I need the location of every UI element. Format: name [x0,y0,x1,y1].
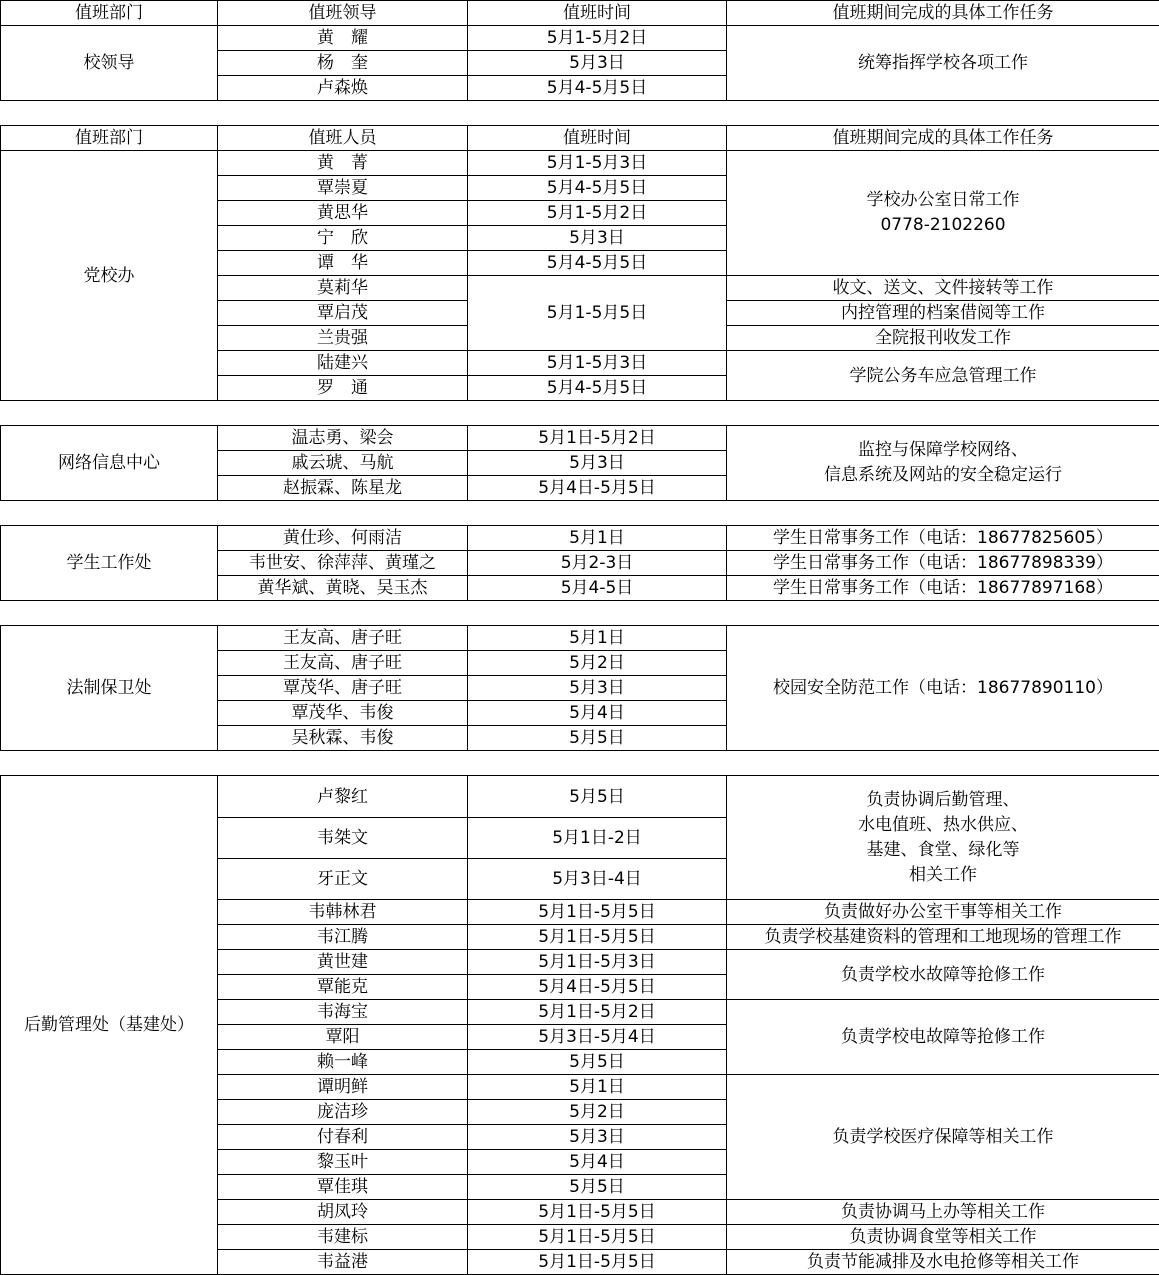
time-cell: 5月4日 [468,701,727,726]
name-cell: 黄 耀 [218,26,468,51]
table-row [1,626,1159,651]
header-dept: 值班部门 [1,126,218,151]
name-cell: 卢黎红 [218,776,468,818]
time-cell: 5月1日-5月5日 [468,1250,727,1275]
task-cell: 学院公务车应急管理工作 [727,351,1159,401]
time-cell: 5月4-5月5日 [468,251,727,276]
name-cell: 庞洁珍 [218,1100,468,1125]
name-cell: 莫莉华 [218,276,468,301]
name-cell: 黎玉叶 [218,1150,468,1175]
name-cell: 宁 欣 [218,226,468,251]
task-cell: 收文、送文、文件接转等工作 [727,276,1159,301]
time-cell: 5月3日 [468,226,727,251]
time-cell: 5月3日-4日 [468,859,727,900]
task-line: 水电值班、热水供应、 [727,813,1159,838]
name-cell: 韦建标 [218,1225,468,1250]
time-cell: 5月1-5月3日 [468,351,727,376]
name-cell: 付春利 [218,1125,468,1150]
header-staff: 值班人员 [218,126,468,151]
logistics-table [0,775,1159,1275]
network-table [0,425,1159,501]
header-leader: 值班领导 [218,1,468,26]
time-cell: 5月4日-5月5日 [468,476,727,501]
security-table [0,625,1159,751]
time-cell: 5月1-5月3日 [468,151,727,176]
name-cell: 覃启茂 [218,301,468,326]
header-dept: 值班部门 [1,1,218,26]
time-cell: 5月1日-5月2日 [468,1000,727,1025]
task-line: 负责协调后勤管理、 [727,788,1159,813]
name-cell: 兰贵强 [218,326,468,351]
header-task: 值班期间完成的具体工作任务 [727,1,1159,26]
name-cell: 温志勇、梁会 [218,426,468,451]
task-cell: 负责学校电故障等抢修工作 [727,1000,1159,1075]
name-cell: 牙正文 [218,859,468,900]
task-line: 相关工作 [727,863,1159,888]
name-cell: 赖一峰 [218,1050,468,1075]
time-cell: 5月1-5月2日 [468,201,727,226]
time-cell: 5月5日 [468,1050,727,1075]
dept-cell: 学生工作处 [1,526,218,601]
time-cell: 5月2-3日 [468,551,727,576]
name-cell: 吴秋霖、韦俊 [218,726,468,751]
name-cell: 覃茂华、唐子旺 [218,676,468,701]
time-cell: 5月1日-2日 [468,818,727,859]
name-cell: 韦桀文 [218,818,468,859]
dept-cell: 网络信息中心 [1,426,218,501]
time-cell: 5月1日-5月5日 [468,1225,727,1250]
name-cell: 谭 华 [218,251,468,276]
name-cell: 覃能克 [218,975,468,1000]
time-cell: 5月1-5月5日 [468,276,727,351]
time-cell: 5月4-5月5日 [468,76,727,101]
task-cell: 校园安全防范工作（电话：18677890110） [727,626,1159,751]
time-cell: 5月1日-5月5日 [468,900,727,925]
task-cell [727,776,1159,900]
task-cell: 全院报刊收发工作 [727,326,1159,351]
party-office-table [0,125,1159,401]
name-cell: 黄 菁 [218,151,468,176]
task-cell: 负责做好办公室干事等相关工作 [727,900,1159,925]
table-header-row [1,126,1159,151]
name-cell: 卢森焕 [218,76,468,101]
time-cell: 5月3日-5月4日 [468,1025,727,1050]
name-cell: 胡凤玲 [218,1200,468,1225]
table-row [1,426,1159,451]
table-header-row [1,1,1159,26]
name-cell: 戚云琥、马航 [218,451,468,476]
name-cell: 黄华斌、黄晓、吴玉杰 [218,576,468,601]
task-cell: 负责学校医疗保障等相关工作 [727,1075,1159,1200]
task-line: 信息系统及网站的安全稳定运行 [727,463,1159,488]
time-cell: 5月5日 [468,776,727,818]
task-cell: 负责学校水故障等抢修工作 [727,950,1159,1000]
time-cell: 5月3日 [468,451,727,476]
name-cell: 赵振霖、陈星龙 [218,476,468,501]
time-cell: 5月1日-5月3日 [468,950,727,975]
time-cell: 5月4-5日 [468,576,727,601]
time-cell: 5月5日 [468,1175,727,1200]
name-cell: 韦益港 [218,1250,468,1275]
time-cell: 5月1日 [468,626,727,651]
name-cell: 黄思华 [218,201,468,226]
dept-cell: 后勤管理处（基建处） [1,776,218,1275]
time-cell: 5月3日 [468,1125,727,1150]
header-time: 值班时间 [468,1,727,26]
name-cell: 王友高、唐子旺 [218,626,468,651]
task-cell: 学生日常事务工作（电话：18677898339） [727,551,1159,576]
time-cell: 5月2日 [468,1100,727,1125]
time-cell: 5月4-5月5日 [468,376,727,401]
dept-cell: 法制保卫处 [1,626,218,751]
time-cell: 5月1日 [468,1075,727,1100]
name-cell: 覃阳 [218,1025,468,1050]
time-cell: 5月4日-5月5日 [468,975,727,1000]
task-cell: 学生日常事务工作（电话：18677825605） [727,526,1159,551]
time-cell: 5月3日 [468,51,727,76]
task-cell: 内控管理的档案借阅等工作 [727,301,1159,326]
task-cell: 负责学校基建资料的管理和工地现场的管理工作 [727,925,1159,950]
table-row [1,776,1159,818]
table-row [1,151,1159,176]
student-affairs-table [0,525,1159,601]
name-cell: 杨 奎 [218,51,468,76]
task-cell [727,151,1159,276]
time-cell: 5月4日 [468,1150,727,1175]
name-cell: 王友高、唐子旺 [218,651,468,676]
dept-cell: 党校办 [1,151,218,401]
name-cell: 韦世安、徐萍萍、黄瑾之 [218,551,468,576]
dept-cell: 校领导 [1,26,218,101]
task-cell [727,426,1159,501]
time-cell: 5月1日 [468,526,727,551]
name-cell: 覃崇夏 [218,176,468,201]
time-cell: 5月2日 [468,651,727,676]
task-cell: 负责协调食堂等相关工作 [727,1225,1159,1250]
name-cell: 罗 通 [218,376,468,401]
name-cell: 覃佳琪 [218,1175,468,1200]
name-cell: 黄世建 [218,950,468,975]
time-cell: 5月5日 [468,726,727,751]
task-office-phone: 0778-2102260 [727,213,1159,238]
table-row [1,526,1159,551]
task-line: 基建、食堂、绿化等 [727,838,1159,863]
time-cell: 5月1-5月2日 [468,26,727,51]
name-cell: 黄仕珍、何雨洁 [218,526,468,551]
name-cell: 韦韩林君 [218,900,468,925]
name-cell: 韦海宝 [218,1000,468,1025]
task-line: 监控与保障学校网络、 [727,438,1159,463]
time-cell: 5月1日-5月5日 [468,1200,727,1225]
task-cell: 统筹指挥学校各项工作 [727,26,1159,101]
time-cell: 5月3日 [468,676,727,701]
task-office: 学校办公室日常工作 [727,188,1159,213]
task-cell: 负责协调马上办等相关工作 [727,1200,1159,1225]
time-cell: 5月4-5月5日 [468,176,727,201]
time-cell: 5月1日-5月5日 [468,925,727,950]
leaders-table [0,0,1159,101]
header-task: 值班期间完成的具体工作任务 [727,126,1159,151]
name-cell: 韦江腾 [218,925,468,950]
name-cell: 谭明鲜 [218,1075,468,1100]
task-cell: 负责节能减排及水电抢修等相关工作 [727,1250,1159,1275]
header-time: 值班时间 [468,126,727,151]
table-row [1,26,1159,51]
time-cell: 5月1日-5月2日 [468,426,727,451]
name-cell: 覃茂华、韦俊 [218,701,468,726]
task-cell: 学生日常事务工作（电话：18677897168） [727,576,1159,601]
name-cell: 陆建兴 [218,351,468,376]
